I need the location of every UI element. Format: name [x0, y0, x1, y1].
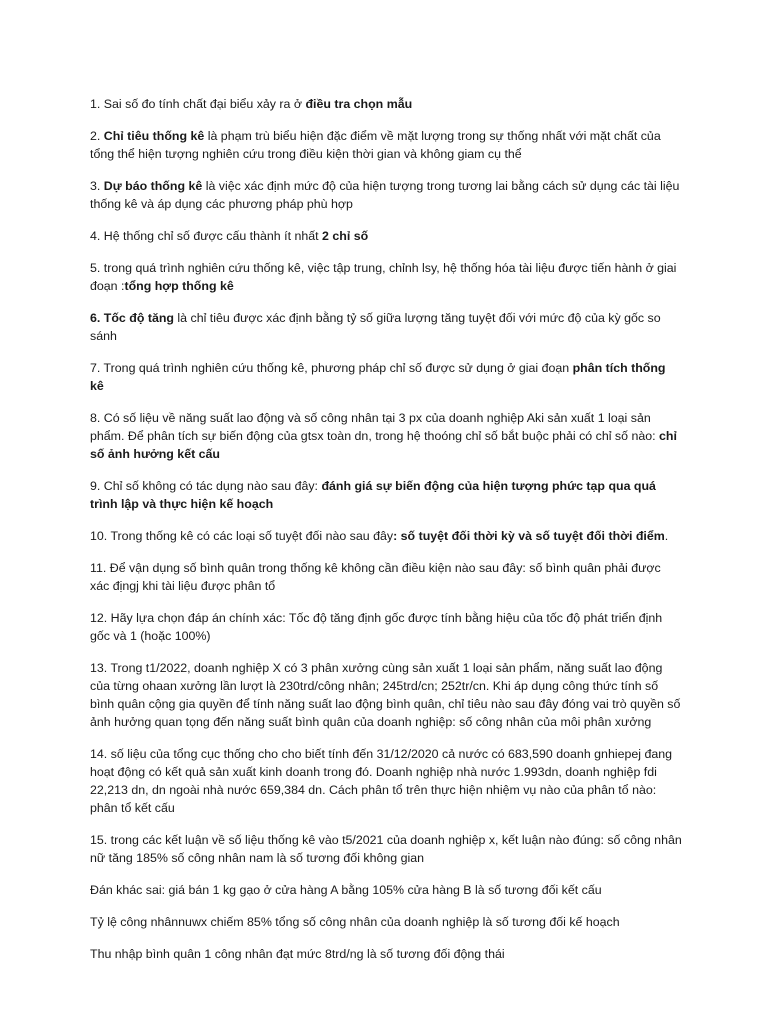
paragraph-text: . [664, 529, 669, 543]
paragraph-text: 14. số liệu của tổng cục thống cho cho biết tính đến 31/12/2020 cả nước có 683,590 doanh gnhiepej đang hoạt động có kết quả sản xuất kinh doanh trong đó. Doanh nghiệp nhà nước 1.993dn, doanh nghiệp fdi 22,213 dn, dn ngoài nhà nước 659,384 dn. Cách phân tổ trên thực hiện nhiệm vụ nào của phân tổ nào: phân tổ kết cấu [90, 747, 673, 815]
paragraph-2 [90, 127, 682, 163]
paragraph-6 [90, 309, 682, 345]
paragraph-17 [90, 913, 682, 931]
bold-answer-text: chỉ số ảnh hưởng kết cấu [90, 429, 677, 461]
paragraph-text: 10. Trong thống kê có các loại số tuyệt đối nào sau đây [90, 529, 394, 543]
paragraph-7 [90, 359, 682, 395]
paragraph-4 [90, 227, 682, 245]
paragraph-text: là việc xác định mức độ của hiện tượng trong tương lai bằng cách sử dụng các tài liệu thống kê và áp dụng các phương pháp phù hợp [90, 179, 680, 211]
paragraph-11 [90, 559, 682, 595]
paragraph-text: 15. trong các kết luận về số liệu thống kê vào t5/2021 của doanh nghiệp x, kết luận nào đúng: số công nhân nữ tăng 185% số công nhân nam là số tương đối không gian [90, 833, 682, 865]
paragraph-text: 7. Trong quá trình nghiên cứu thống kê, phương pháp chỉ số được sử dụng ở giai đoạn [90, 361, 573, 375]
paragraph-1 [90, 95, 682, 113]
paragraph-18 [90, 945, 682, 963]
bold-answer-text: Chỉ tiêu thống kê [103, 129, 205, 143]
paragraph-15 [90, 831, 682, 867]
paragraph-12 [90, 609, 682, 645]
paragraph-text: là chỉ tiêu được xác định bằng tỷ số giữa lượng tăng tuyệt đối với mức độ của kỳ gốc so sánh [90, 311, 661, 343]
bold-answer-text: phân tích thống kê [90, 361, 666, 393]
paragraph-10 [90, 527, 682, 545]
paragraph-text: 3. [90, 179, 104, 193]
paragraph-3 [90, 177, 682, 213]
paragraph-text: 11. Để vận dụng số bình quân trong thống kê không cần điều kiện nào sau đây: số bình quân phải được xác địngj khi tài liệu được phân tổ [90, 561, 661, 593]
paragraph-16 [90, 881, 682, 899]
paragraph-text: Đán khác sai: giá bán 1 kg gạo ở cửa hàng A bằng 105% cửa hàng B là số tương đối kết cấu [90, 883, 602, 897]
paragraph-13 [90, 659, 682, 731]
document-page [90, 95, 682, 977]
paragraph-text: 8. Có số liệu về năng suất lao động và số công nhân tại 3 px của doanh nghiệp Aki sản xuất 1 loại sản phẩm. Để phân tích sự biến động của gtsx toàn dn, trong hệ thoóng chỉ số bắt buộc phải có chỉ số nào: [90, 411, 660, 443]
bold-answer-text: điều tra chọn mẫu [305, 97, 413, 111]
paragraph-14 [90, 745, 682, 817]
paragraph-9 [90, 477, 682, 513]
bold-answer-text: đánh giá sự biến động của hiện tượng phức tạp qua quá trình lập và thực hiện kế hoạch [90, 479, 656, 511]
paragraph-text: là phạm trù biểu hiện đặc điểm về mặt lượng trong sự thống nhất với mặt chất của tổng thể hiện tượng nghiên cứu trong điều kiện thời gian và không giam cụ thể [90, 129, 661, 161]
bold-answer-text: Dự báo thống kê [103, 179, 203, 193]
bold-answer-text: tổng hợp thống kê [124, 279, 234, 293]
paragraph-text: 12. Hãy lựa chọn đáp án chính xác: Tốc độ tăng định gốc được tính bằng hiệu của tốc độ phát triển định gốc và 1 (hoặc 100%) [90, 611, 663, 643]
bold-answer-text: 2 chỉ số [322, 229, 369, 243]
document-body [90, 95, 682, 963]
paragraph-text: 5. trong quá trình nghiên cứu thống kê, việc tập trung, chỉnh lsy, hệ thống hóa tài liệu được tiến hành ở giai đoạn : [90, 261, 677, 293]
bold-answer-text: 6. Tốc độ tăng [90, 311, 174, 325]
paragraph-5 [90, 259, 682, 295]
paragraph-text: 9. Chỉ số không có tác dụng nào sau đây: [90, 479, 322, 493]
paragraph-text: Thu nhập bình quân 1 công nhân đạt mức 8trd/ng là số tương đối động thái [90, 947, 505, 961]
paragraph-text: 2. [90, 129, 104, 143]
paragraph-text: Tỷ lệ công nhânnuwx chiếm 85% tổng số công nhân của doanh nghiệp là số tương đối kế hoạch [90, 915, 620, 929]
bold-answer-text: : số tuyệt đối thời kỳ và số tuyệt đối thời điểm [393, 529, 665, 543]
paragraph-text: 4. Hệ thống chỉ số được cấu thành ít nhất [90, 229, 323, 243]
paragraph-text: 13. Trong t1/2022, doanh nghiệp X có 3 phân xưởng cùng sản xuất 1 loại sản phẩm, năng suất lao động của từng ohaan xưởng lần lượt là 230trd/công nhân; 245trd/cn; 252tr/cn. Khi áp dụng công thức tính số bình quân cộng gia quyền để tính năng suất lao động bình quân, chỉ tiêu nào sau đây đóng vai trò quyền số ảnh hưởng quan tọng đến năng suất bình quân của doanh nghiệp: số công nhân của môi phân xưởng [90, 661, 681, 729]
paragraph-text: 1. Sai số đo tính chất đại biểu xảy ra ở [90, 97, 306, 111]
paragraph-8 [90, 409, 682, 463]
